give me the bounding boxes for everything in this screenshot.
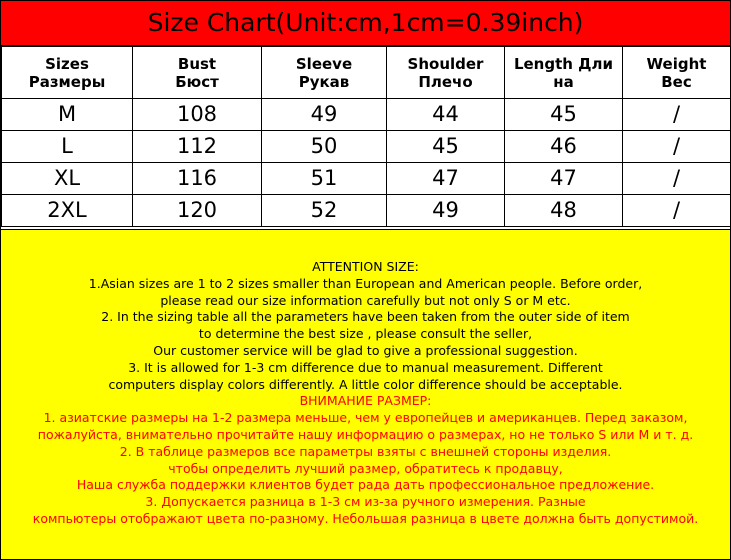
header-sizes-en: Sizes [45,54,89,73]
sleeve-cell: 52 [262,195,387,227]
header-sleeve-ru: Рукав [298,72,350,91]
bust-cell: 108 [133,99,262,131]
size-table-header-row [2,47,731,99]
header-shoulder-ru: Плечо [418,72,473,91]
notes-en-line: to determine the best size , please consult the seller, [198,326,533,342]
notes-ru-line: чтобы определить лучший размер, обратитесь к продавцу, [168,460,563,476]
notes-ru-line: Наша служба поддержки клиентов будет рада дать профессиональное предложение. [76,477,655,493]
header-weight-en: Weight [646,54,707,73]
header-shoulder-en: Shoulder [407,54,484,73]
shoulder-cell: 44 [387,99,505,131]
header-sleeve-en: Sleeve [295,54,353,73]
table-row [2,163,731,195]
header-length [505,47,623,99]
length-cell: 47 [505,163,623,195]
header-bust-en: Bust [177,54,217,73]
size-chart-title: Size Chart(Unit:cm,1cm=0.39inch) [1,1,730,46]
notes-en-line: Our customer service will be glad to give a professional suggestion. [153,342,578,358]
shoulder-cell: 47 [387,163,505,195]
weight-cell: / [623,99,731,131]
notes-en-heading: ATTENTION SIZE: [312,259,419,274]
sleeve-cell: 50 [262,131,387,163]
bust-cell: 112 [133,131,262,163]
length-cell: 46 [505,131,623,163]
header-shoulder [387,47,505,99]
shoulder-cell: 45 [387,131,505,163]
header-sizes [2,47,133,99]
notes-ru-line: компьютеры отображают цвета по-разному. Небольшая разница в цвете должна быть допустимой. [32,510,699,526]
notes-ru-line: пожалуйста, внимательно прочитайте нашу информацию о размерах, но не только S или M и т. д. [37,426,694,442]
notes-ru-line: 2. В таблице размеров все параметры взяты с внешней стороны изделия. [119,443,612,459]
header-bust [133,47,262,99]
header-sleeve [262,47,387,99]
header-length-en: Length Дли [513,54,614,73]
sleeve-cell: 51 [262,163,387,195]
header-weight [623,47,731,99]
notes-en-line: please read our size information carefully but not only S or M etc. [160,292,571,308]
bust-cell: 116 [133,163,262,195]
notes-en-line: 3. It is allowed for 1-3 cm difference due to manual measurement. Different [128,359,603,375]
length-cell: 45 [505,99,623,131]
header-sizes-ru: Размеры [28,72,106,91]
bust-cell: 120 [133,195,262,227]
size-cell: M [2,99,133,131]
notes-ru-line: 1. азиатские размеры на 1-2 размера меньше, чем у европейцев и американцев. Перед заказом, [43,410,688,426]
size-cell: XL [2,163,133,195]
notes-en-line: 2. In the sizing table all the parameters have been taken from the outer side of item [101,309,630,325]
table-row [2,195,731,227]
notes-en-line: computers display colors differently. A little color difference should be acceptable. [108,376,623,392]
size-table [1,46,731,227]
header-length-ru: на [553,72,574,91]
table-row [2,99,731,131]
size-notes-panel [1,229,730,559]
size-cell: 2XL [2,195,133,227]
header-weight-ru: Вес [661,72,692,91]
sleeve-cell: 49 [262,99,387,131]
length-cell: 48 [505,195,623,227]
weight-cell: / [623,163,731,195]
weight-cell: / [623,131,731,163]
notes-ru-heading: ВНИМАНИЕ РАЗМЕР: [299,393,432,409]
notes-en-line: 1.Asian sizes are 1 to 2 sizes smaller than European and American people. Before order, [88,275,643,291]
size-cell: L [2,131,133,163]
header-bust-ru: Бюст [175,72,219,91]
table-row [2,131,731,163]
weight-cell: / [623,195,731,227]
shoulder-cell: 49 [387,195,505,227]
notes-ru-line: 3. Допускается разница в 1-3 см из-за ручного измерения. Разные [145,494,586,510]
